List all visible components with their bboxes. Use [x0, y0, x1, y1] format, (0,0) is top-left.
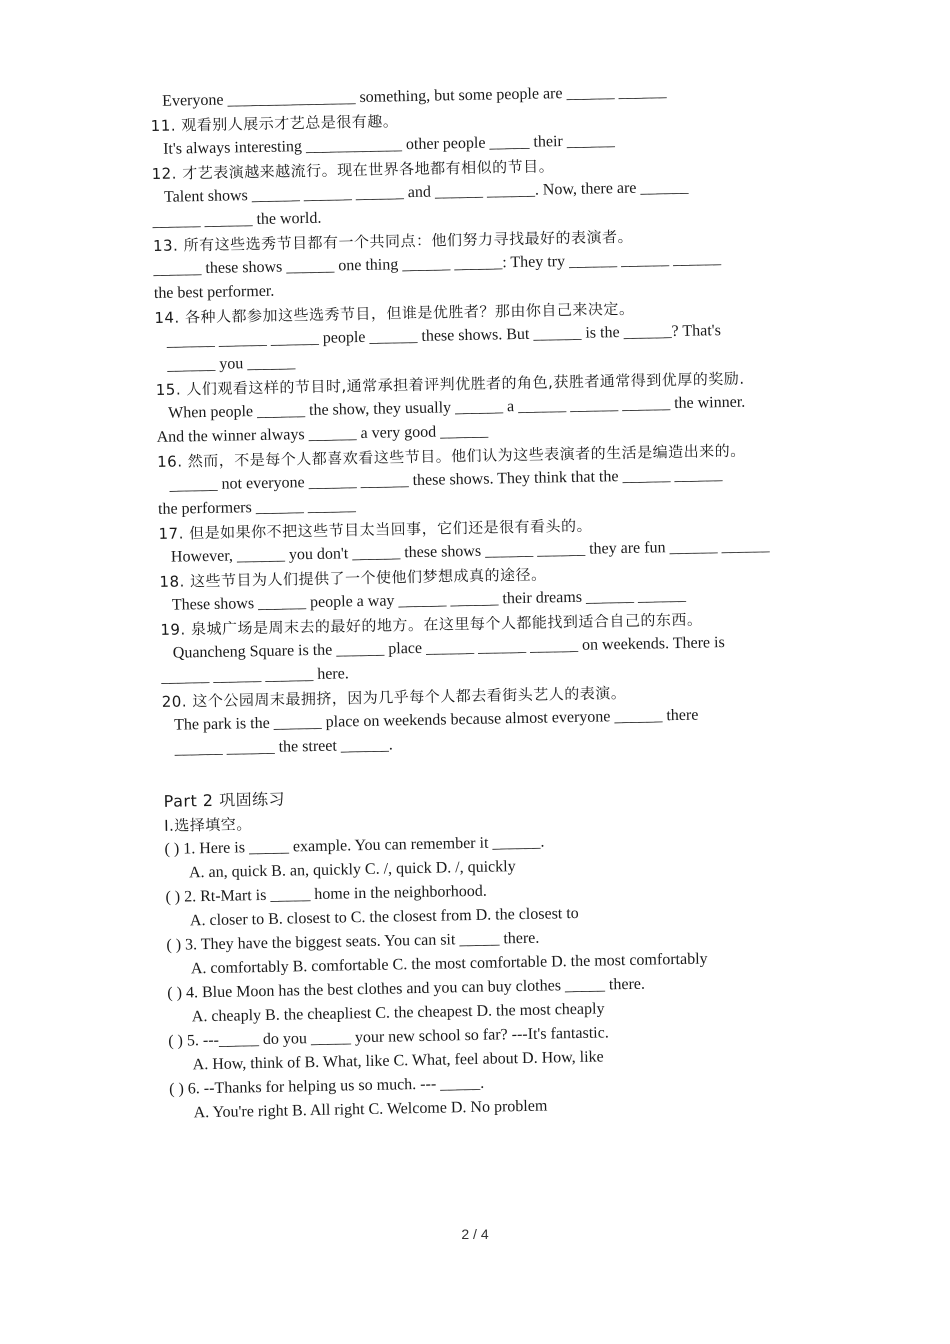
- worksheet-content: [150, 78, 820, 1126]
- chinese-prompt-line: 12. 才艺表演越来越流行。现在世界各地都有相似的节目。: [151, 157, 555, 183]
- question-stem: ( ) 2. Rt-Mart is _____ home in the neighborhood.: [165, 882, 487, 906]
- chinese-prompt-line: 11. 观看别人展示才艺总是很有趣。: [150, 112, 399, 135]
- english-fill-line: the best performer.: [153, 282, 275, 302]
- question-options: A. an, quick B. an, quickly C. /, quick D. /, quickly: [188, 858, 516, 882]
- chinese-prompt-line: 14. 各种人都参加这些选秀节目，但谁是优胜者？那由你自己来决定。: [154, 299, 635, 327]
- english-fill-line: ______ these shows ______ one thing ______ ______: They try ______ ______ ______: [153, 250, 722, 278]
- english-fill-line: the performers ______ ______: [157, 497, 356, 518]
- question-stem: ( ) 1. Here is _____ example. You can remember it ______.: [164, 833, 545, 858]
- chinese-prompt-line: 19. 泉城广场是周末去的最好的地方。在这里每个人都能找到适合自己的东西。: [160, 610, 703, 639]
- english-fill-line: These shows ______ people a way ______ ______ their dreams ______ ______: [171, 586, 687, 614]
- english-fill-line: ______ ______ ______ people ______ these shows. But ______ is the ______? That's: [166, 322, 721, 350]
- english-fill-line: ______ ______ the world.: [152, 209, 322, 230]
- english-fill-line: When people ______ the show, they usually ______ a ______ ______ ______ the winner.: [168, 393, 746, 422]
- question-stem: ( ) 6. --Thanks for helping us so much. --- _____.: [169, 1074, 485, 1098]
- question-stem: ( ) 4. Blue Moon has the best clothes and you can buy clothes _____ there.: [167, 975, 646, 1002]
- question-options: A. How, think of B. What, like C. What, feel about D. How, like: [192, 1048, 604, 1074]
- question-options: A. You're right B. All right C. Welcome D. No problem: [193, 1097, 548, 1122]
- translation-section: [150, 78, 813, 762]
- multiple-choice-list: [164, 825, 819, 1125]
- english-fill-line: ______ not everyone ______ ______ these shows. They think that the ______ ______: [169, 466, 723, 494]
- question-options: A. closer to B. closest to C. the closest from D. the closest to: [189, 904, 579, 930]
- english-fill-line: Quancheng Square is the ______ place ______ ______ ______ on weekends. There is: [172, 634, 725, 662]
- question-stem: ( ) 3. They have the biggest seats. You can sit _____ there.: [166, 929, 540, 954]
- question-options: A. comfortably B. comfortable C. the most comfortable D. the most comfortably: [190, 950, 708, 978]
- english-fill-line: The park is the ______ place on weekends because almost everyone ______ there: [174, 706, 699, 734]
- part-title: Part 2 巩固练习: [163, 789, 286, 811]
- question-stem: ( ) 5. ---_____ do you _____ your new school so far? ---It's fantastic.: [168, 1024, 609, 1050]
- chinese-prompt-line: 16. 然而，不是每个人都喜欢看这些节目。他们认为这些表演者的生活是编造出来的。: [156, 441, 746, 471]
- english-fill-line: ______ you ______: [167, 354, 296, 374]
- chinese-prompt-line: 13. 所有这些选秀节目都有一个共同点：他们努力寻找最好的表演者。: [152, 227, 634, 255]
- chinese-prompt-line: 18. 这些节目为人们提供了一个使他们梦想成真的途径。: [159, 565, 547, 591]
- english-fill-line: Talent shows ______ ______ ______ and ______ ______. Now, there are ______: [163, 178, 689, 206]
- english-fill-line: And the winner always ______ a very good ______: [156, 422, 489, 446]
- english-fill-line: ______ ______ the street ______.: [174, 736, 393, 758]
- english-fill-line: Everyone ________________ something, but some people are ______ ______: [162, 83, 667, 110]
- page-number: 2 / 4: [461, 1226, 489, 1242]
- chinese-prompt-line: 15. 人们观看这样的节目时,通常承担着评判优胜者的角色,获胜者通常得到优厚的奖励.: [155, 369, 745, 399]
- english-fill-line: ______ ______ ______ here.: [161, 665, 349, 686]
- english-fill-line: However, ______ you don't ______ these shows ______ ______ they are fun ______ ______: [170, 537, 770, 566]
- part-subtitle: I.选择填空。: [163, 815, 252, 835]
- english-fill-line: It's always interesting ____________ other people _____ their ______: [162, 132, 615, 158]
- chinese-prompt-line: 17. 但是如果你不把这些节目太当回事，它们还是很有看头的。: [158, 516, 593, 543]
- chinese-prompt-line: 20. 这个公园周末最拥挤，因为几乎每个人都去看街头艺人的表演。: [161, 683, 627, 711]
- question-options: A. cheaply B. the cheapliest C. the cheapest D. the most cheaply: [191, 1000, 605, 1026]
